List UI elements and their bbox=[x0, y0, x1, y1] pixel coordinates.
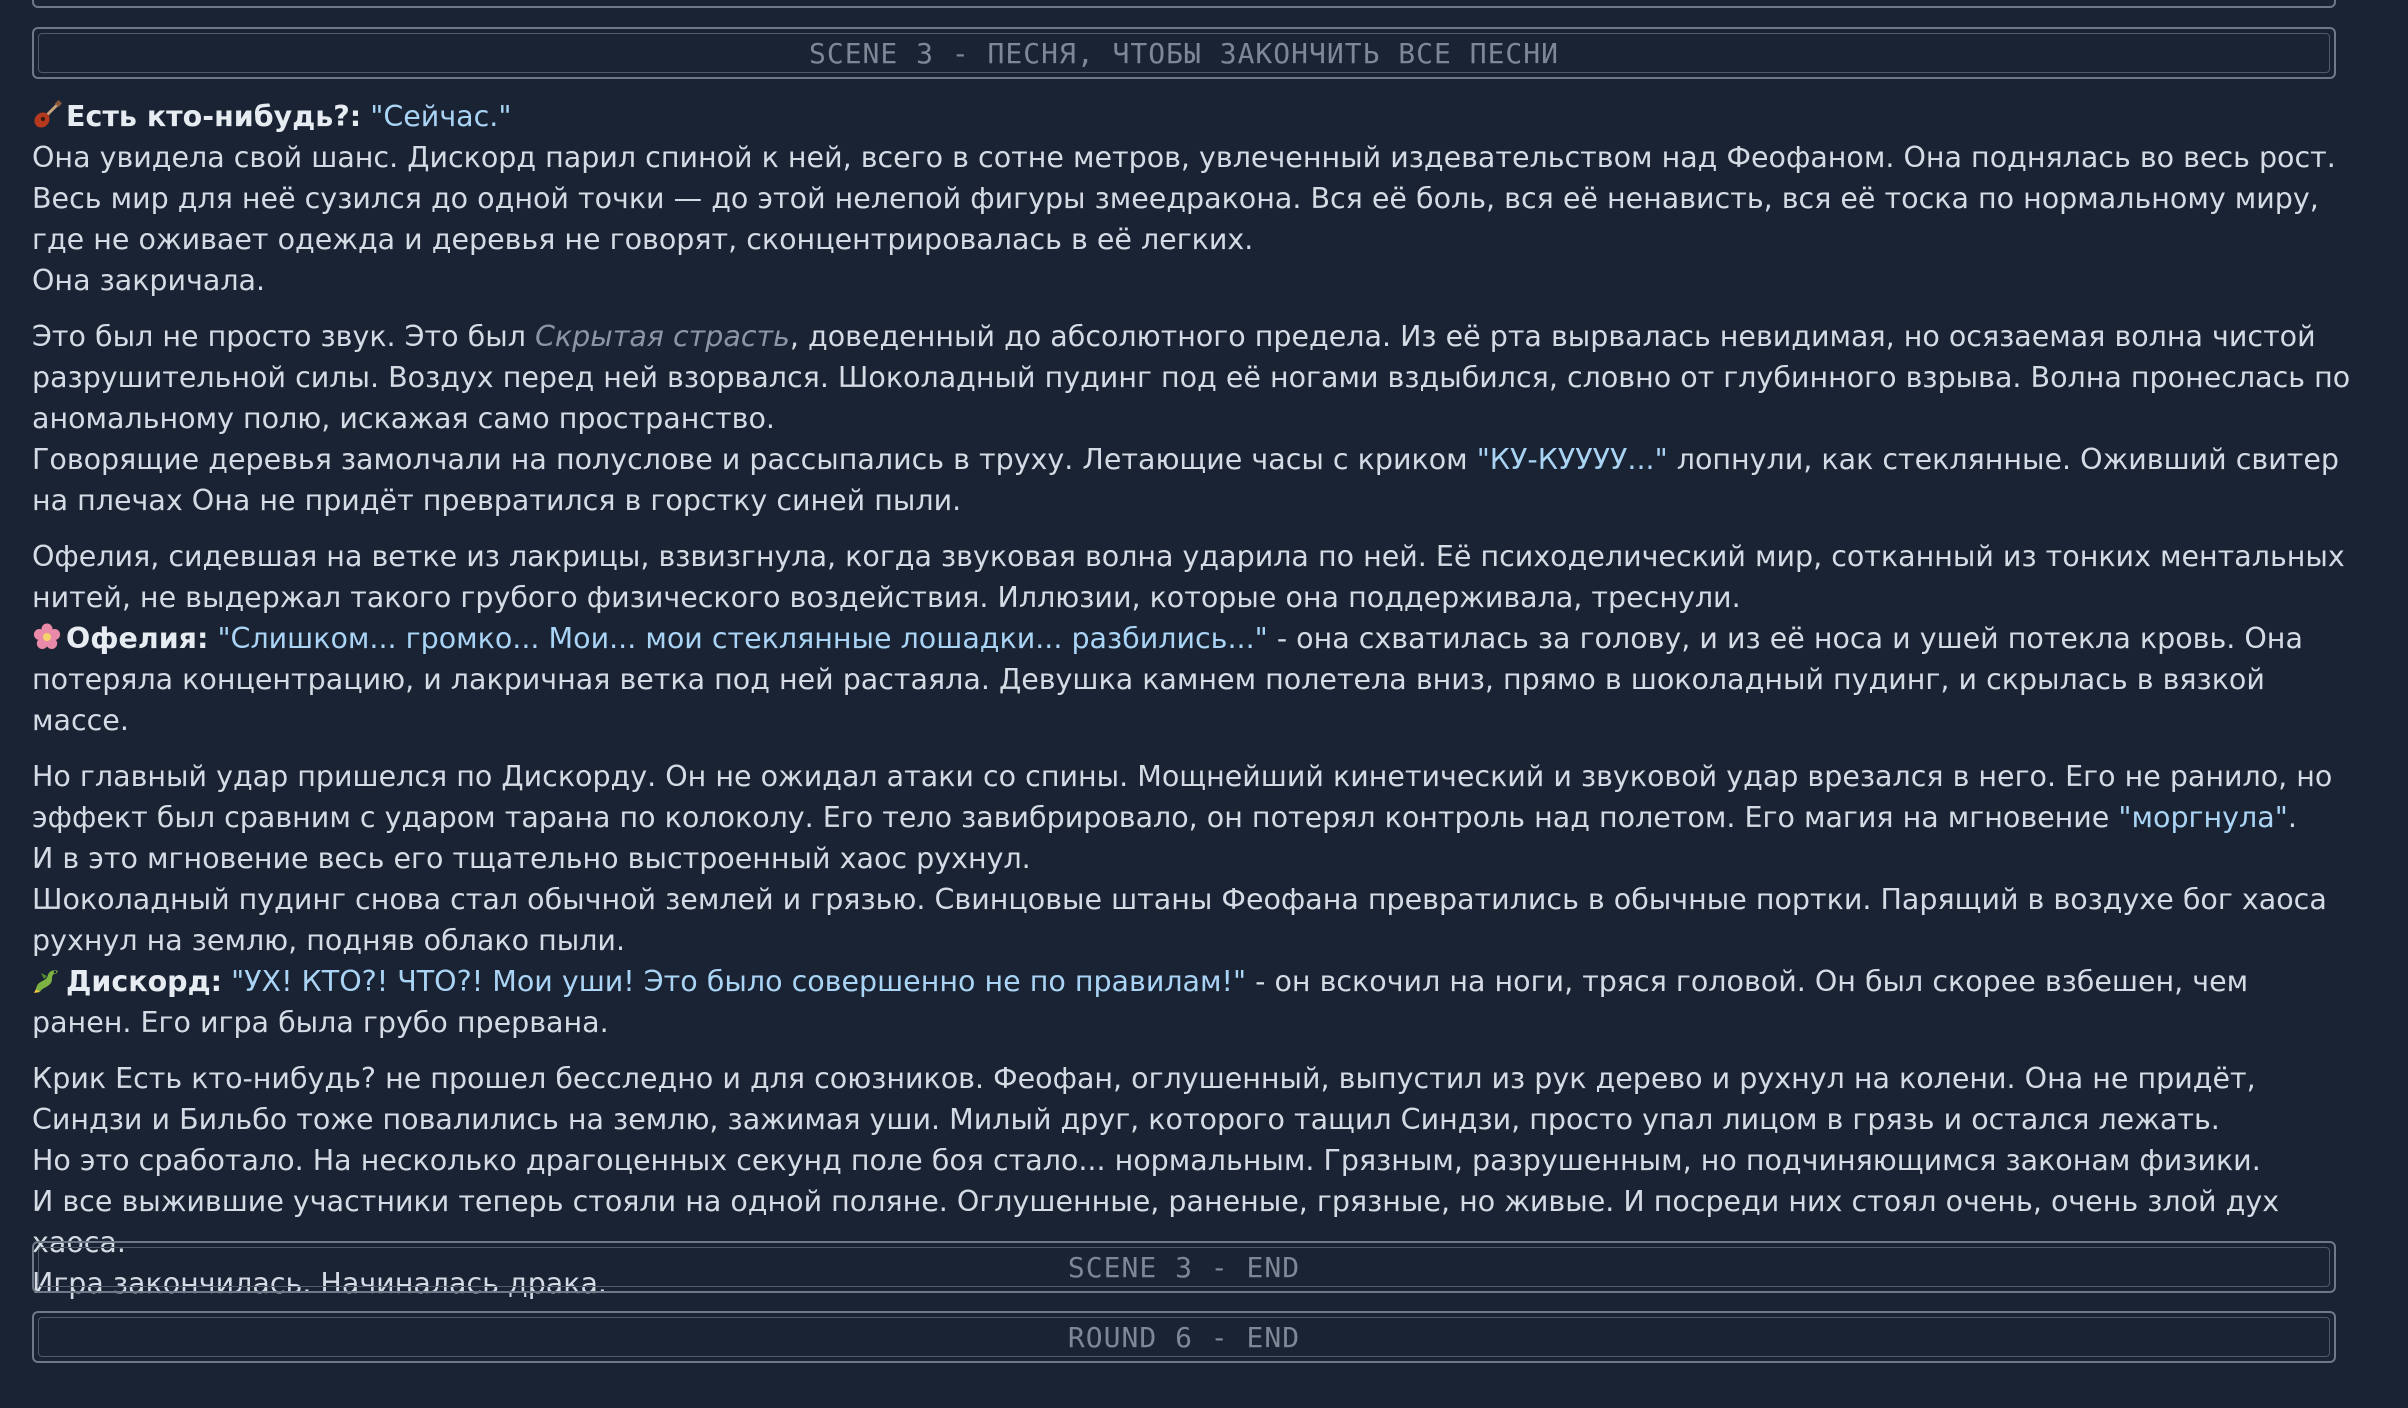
narration-text: Офелия, сидевшая на ветке из лакрицы, взвизгнула, когда звуковая волна ударила по ней. Её психоделический мир, сотканный из тонких ментальных нитей, не выдержал такого грубого физического воздействия. Иллюзии, которые она поддерживала, треснули. bbox=[32, 540, 2345, 614]
scene-title-text: SCENE 3 - ПЕСНЯ, ЧТОБЫ ЗАКОНЧИТЬ ВСЕ ПЕСНИ bbox=[808, 36, 1559, 70]
paragraph-1 bbox=[32, 96, 2352, 301]
scene-end-banner bbox=[32, 1241, 2336, 1293]
narration-text: И все выжившие участники теперь стояли на одной поляне. Оглушенные, раненые, грязные, но живые. И посреди них стоял очень, очень злой дух хаоса. bbox=[32, 1185, 2280, 1259]
speech-quote: "УХ! КТО?! ЧТО?! Мои уши! Это было совершенно не по правилам!" bbox=[231, 965, 1247, 998]
narration-line bbox=[32, 316, 2352, 439]
speaker-name: Есть кто-нибудь?: bbox=[66, 100, 362, 133]
scene-title-banner bbox=[32, 27, 2336, 79]
dialogue-line bbox=[32, 96, 2352, 137]
narration-text: Это был не просто звук. Это был bbox=[32, 320, 536, 353]
speech-quote: "моргнула" bbox=[2118, 801, 2288, 834]
narration-line bbox=[32, 439, 2352, 521]
narration-text: Шоколадный пудинг снова стал обычной землей и грязью. Свинцовые штаны Феофана превратились в обычные портки. Парящий в воздухе бог хаоса рухнул на землю, подняв облако пыли. bbox=[32, 883, 2327, 957]
narration-text: . bbox=[2287, 801, 2297, 834]
speech-quote: "Слишком... громко... Мои... мои стеклянные лошадки... разбились..." bbox=[217, 622, 1268, 655]
narration-text: Она закричала. bbox=[32, 264, 266, 297]
previous-banner-edge bbox=[32, 0, 2336, 8]
guitar-icon bbox=[32, 100, 62, 130]
narration-text: - он вскочил на ноги, тряся головой. Он был скорее взбешен, чем ранен. Его игра была грубо прервана. bbox=[32, 965, 2249, 1039]
narration-line bbox=[32, 756, 2352, 838]
paragraph-2 bbox=[32, 316, 2352, 521]
scene-end-text: SCENE 3 - END bbox=[1067, 1250, 1301, 1284]
paragraph-4 bbox=[32, 756, 2352, 1043]
skill-name: Скрытая страсть bbox=[535, 320, 790, 353]
narration-text: , доведенный до абсолютного предела. Из её рта вырвалась невидимая, но осязаемая волна чистой разрушительной силы. Воздух перед ней взорвался. Шоколадный пудинг под её ногами вздыбился, словно от глубинного взрыва. Волна пронеслась по аномальному полю, искажая само пространство. bbox=[32, 320, 2351, 435]
dialogue-line bbox=[32, 961, 2352, 1043]
narration-text: лопнули, как стеклянные. Оживший свитер на плечах Она не придёт превратился в горстку синей пыли. bbox=[32, 443, 2339, 517]
narration-text: Но это сработало. На несколько драгоценных секунд поле боя стало... нормальным. Грязным, разрушенным, но подчиняющимся законам физики. bbox=[32, 1144, 2261, 1177]
speaker-name: Офелия: bbox=[66, 622, 209, 655]
speech-quote: "КУ-КУУУУ..." bbox=[1476, 443, 1668, 476]
narration-text: Но главный удар пришелся по Дискорду. Он не ожидал атаки со спины. Мощнейший кинетический и звуковой удар врезался в него. Его не ранило, но эффект был сравним с ударом тарана по колоколу. Его тело завибрировало, он потерял контроль над полетом. Его магия на мгновение bbox=[32, 760, 2333, 834]
narration-text: - она схватилась за голову, и из её носа и ушей потекла кровь. Она потеряла концентрацию, и лакричная ветка под ней растаяла. Девушка камнем полетела вниз, прямо в шоколадный пудинг, и скрылась в вязкой массе. bbox=[32, 622, 2303, 737]
narration-text: И в это мгновение весь его тщательно выстроенный хаос рухнул. bbox=[32, 842, 1031, 875]
round-end-banner bbox=[32, 1311, 2336, 1363]
narration-text: Крик Есть кто-нибудь? не прошел бесследно и для союзников. Феофан, оглушенный, выпустил из рук дерево и рухнул на колени. Она не придёт, Синдзи и Бильбо тоже повалились на землю, зажимая уши. Милый друг, которого тащил Синдзи, просто упал лицом в грязь и остался лежать. bbox=[32, 1062, 2256, 1136]
speaker-name: Дискорд: bbox=[66, 965, 222, 998]
narration-text: Игра закончилась. Начиналась драка. bbox=[32, 1267, 607, 1300]
flower-icon bbox=[32, 622, 62, 652]
dialogue-line bbox=[32, 618, 2352, 741]
narration-text: Говорящие деревья замолчали на полуслове и рассыпались в труху. Летающие часы с криком bbox=[32, 443, 1477, 476]
speech-quote: "Сейчас." bbox=[370, 100, 512, 133]
round-end-text: ROUND 6 - END bbox=[1067, 1320, 1301, 1354]
dragon-icon bbox=[32, 965, 62, 995]
story-content bbox=[32, 96, 2352, 1319]
paragraph-3 bbox=[32, 536, 2352, 741]
narration-text: Она увидела свой шанс. Дискорд парил спиной к ней, всего в сотне метров, увлеченный издевательством над Феофаном. Она поднялась во весь рост. Весь мир для неё сузился до одной точки — до этой нелепой фигуры змеедракона. Вся её боль, вся её ненависть, вся её тоска по нормальному миру, где не оживает одежда и деревья не говорят, сконцентрировалась в её легких. bbox=[32, 141, 2336, 256]
